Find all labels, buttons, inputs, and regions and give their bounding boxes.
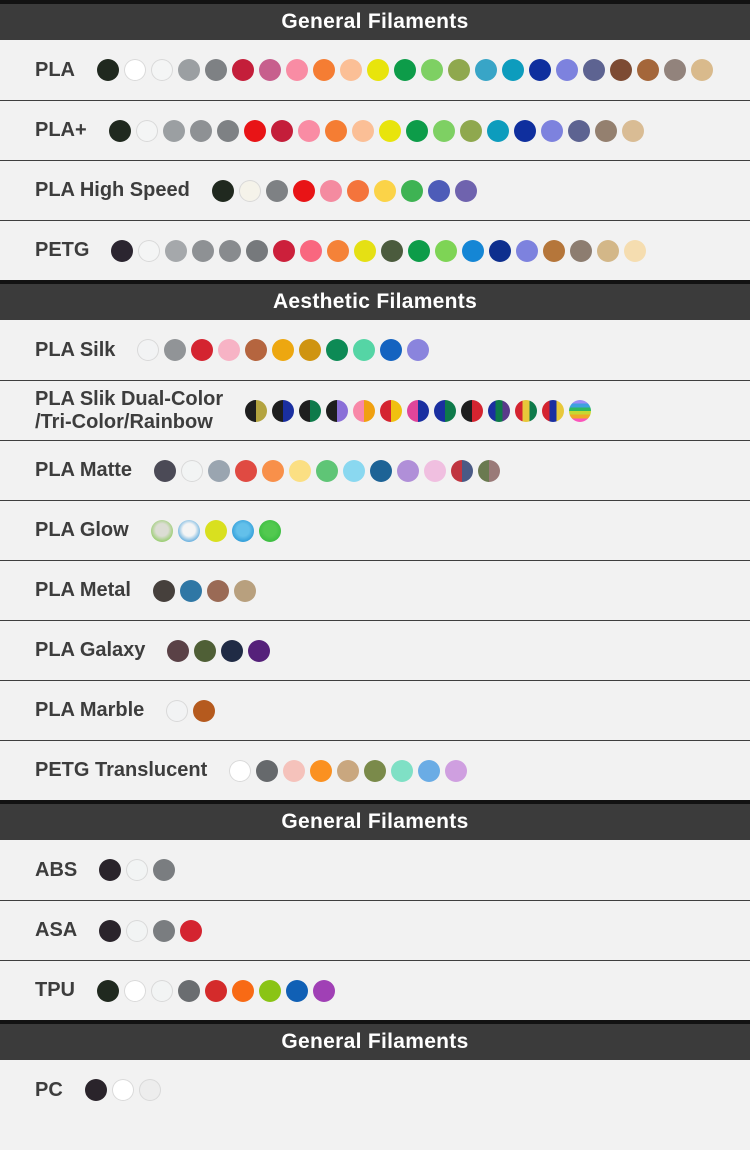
color-swatch — [570, 240, 592, 262]
color-swatch-list — [97, 59, 713, 81]
color-swatch — [259, 59, 281, 81]
color-swatch-list — [212, 180, 477, 202]
color-swatch — [248, 640, 270, 662]
color-swatch — [397, 460, 419, 482]
color-swatch — [164, 339, 186, 361]
filament-name-label: PLA High Speed — [35, 179, 190, 201]
color-swatch — [124, 59, 146, 81]
color-swatch — [136, 120, 158, 142]
color-swatch — [178, 980, 200, 1002]
color-swatch — [286, 980, 308, 1002]
color-swatch — [515, 400, 537, 422]
color-swatch — [434, 400, 456, 422]
filament-name-label: PC — [35, 1078, 63, 1101]
color-swatch — [207, 580, 229, 602]
color-swatch — [235, 460, 257, 482]
color-swatch — [166, 700, 188, 722]
color-swatch — [219, 240, 241, 262]
filament-row — [0, 220, 750, 280]
color-swatch — [273, 240, 295, 262]
filament-name-label: PLA — [35, 58, 75, 81]
filament-name-label: PLA Silk — [35, 338, 116, 361]
color-swatch — [167, 640, 189, 662]
color-swatch-list — [154, 460, 500, 482]
color-swatch — [381, 240, 403, 262]
color-swatch — [232, 980, 254, 1002]
filament-name-label: PLA Galaxy — [35, 639, 146, 661]
color-swatch — [256, 760, 278, 782]
color-swatch — [424, 460, 446, 482]
color-swatch — [407, 400, 429, 422]
color-swatch — [354, 240, 376, 262]
color-swatch — [320, 180, 342, 202]
color-swatch-list — [137, 339, 429, 361]
color-swatch — [232, 59, 254, 81]
filament-row — [0, 960, 750, 1020]
color-swatch — [583, 59, 605, 81]
color-swatch — [178, 59, 200, 81]
color-swatch — [111, 240, 133, 262]
color-swatch — [597, 240, 619, 262]
color-swatch — [217, 120, 239, 142]
color-swatch — [455, 180, 477, 202]
color-swatch — [316, 460, 338, 482]
color-swatch — [239, 180, 261, 202]
color-swatch — [516, 240, 538, 262]
color-swatch — [487, 120, 509, 142]
filament-row — [0, 160, 750, 220]
color-swatch-list — [111, 240, 646, 262]
color-swatch — [367, 59, 389, 81]
color-swatch — [289, 460, 311, 482]
color-swatch — [165, 240, 187, 262]
filament-row — [0, 840, 750, 900]
color-swatch — [401, 180, 423, 202]
color-swatch — [245, 400, 267, 422]
color-swatch — [139, 1079, 161, 1101]
color-swatch — [327, 240, 349, 262]
color-swatch — [326, 339, 348, 361]
filament-row — [0, 900, 750, 960]
color-swatch — [153, 859, 175, 881]
color-swatch — [428, 180, 450, 202]
color-swatch — [193, 700, 215, 722]
color-swatch — [313, 59, 335, 81]
color-swatch — [569, 400, 591, 422]
color-swatch — [313, 980, 335, 1002]
section-header: General Filaments — [0, 800, 750, 840]
color-swatch — [232, 520, 254, 542]
filament-row — [0, 100, 750, 160]
color-swatch — [488, 400, 510, 422]
color-swatch — [394, 59, 416, 81]
color-swatch — [153, 580, 175, 602]
color-swatch — [502, 59, 524, 81]
color-swatch — [245, 339, 267, 361]
color-swatch — [300, 240, 322, 262]
color-swatch — [568, 120, 590, 142]
filament-name-label: PLA Marble — [35, 699, 145, 721]
color-swatch — [191, 339, 213, 361]
color-swatch — [286, 59, 308, 81]
color-swatch-list — [151, 520, 281, 542]
filament-name-label: PLA Matte — [35, 459, 133, 481]
color-swatch — [460, 120, 482, 142]
color-swatch — [262, 460, 284, 482]
color-swatch — [421, 59, 443, 81]
color-swatch — [343, 460, 365, 482]
color-swatch-list — [99, 920, 202, 942]
color-swatch — [97, 59, 119, 81]
color-swatch — [298, 120, 320, 142]
filament-name-label: ASA — [35, 919, 78, 941]
color-swatch — [347, 180, 369, 202]
color-swatch — [154, 460, 176, 482]
color-swatch — [370, 460, 392, 482]
color-swatch — [99, 859, 121, 881]
color-swatch — [138, 240, 160, 262]
color-swatch — [163, 120, 185, 142]
color-swatch — [406, 120, 428, 142]
section-header: General Filaments — [0, 0, 750, 40]
color-swatch — [475, 59, 497, 81]
color-swatch — [126, 859, 148, 881]
color-swatch — [205, 520, 227, 542]
color-swatch — [97, 980, 119, 1002]
color-swatch — [272, 339, 294, 361]
color-swatch — [153, 920, 175, 942]
color-swatch — [271, 120, 293, 142]
color-swatch — [325, 120, 347, 142]
color-swatch — [180, 580, 202, 602]
color-swatch-list — [99, 859, 175, 881]
color-swatch — [244, 120, 266, 142]
color-swatch — [137, 339, 159, 361]
section-header: Aesthetic Filaments — [0, 280, 750, 320]
color-swatch — [380, 400, 402, 422]
filament-row — [0, 380, 750, 440]
color-swatch — [126, 920, 148, 942]
color-swatch — [181, 460, 203, 482]
color-swatch — [340, 59, 362, 81]
filament-name-label: ABS — [35, 858, 78, 881]
color-swatch — [542, 400, 564, 422]
color-swatch — [462, 240, 484, 262]
color-swatch — [208, 460, 230, 482]
color-swatch-list — [109, 120, 644, 142]
color-swatch-list — [229, 760, 467, 782]
color-swatch-list — [97, 980, 335, 1002]
color-swatch — [379, 120, 401, 142]
color-swatch — [451, 460, 473, 482]
color-swatch — [205, 980, 227, 1002]
color-swatch — [151, 980, 173, 1002]
filament-row — [0, 40, 750, 100]
filament-row — [0, 560, 750, 620]
color-swatch — [407, 339, 429, 361]
color-swatch — [543, 240, 565, 262]
color-swatch — [556, 59, 578, 81]
color-swatch — [124, 980, 146, 1002]
color-swatch — [246, 240, 268, 262]
color-swatch-list — [153, 580, 256, 602]
color-swatch — [352, 120, 374, 142]
filament-name-label: PLA+ — [35, 119, 87, 141]
color-swatch — [445, 760, 467, 782]
section-rows — [0, 320, 750, 800]
filament-row — [0, 680, 750, 740]
filament-row — [0, 620, 750, 680]
section-header: General Filaments — [0, 1020, 750, 1060]
color-swatch — [151, 59, 173, 81]
color-swatch-list — [166, 700, 215, 722]
color-swatch — [624, 240, 646, 262]
color-swatch — [364, 760, 386, 782]
filament-row — [0, 320, 750, 380]
color-swatch — [180, 920, 202, 942]
filament-name-label: TPU — [35, 979, 75, 1001]
color-swatch — [461, 400, 483, 422]
color-swatch — [310, 760, 332, 782]
section-rows — [0, 1060, 750, 1120]
color-swatch — [229, 760, 251, 782]
color-swatch — [190, 120, 212, 142]
color-swatch — [433, 120, 455, 142]
color-swatch — [478, 460, 500, 482]
color-swatch — [205, 59, 227, 81]
color-swatch — [259, 980, 281, 1002]
color-swatch — [637, 59, 659, 81]
color-swatch — [435, 240, 457, 262]
color-swatch — [448, 59, 470, 81]
color-swatch — [112, 1079, 134, 1101]
color-swatch — [337, 760, 359, 782]
color-swatch — [595, 120, 617, 142]
color-swatch — [380, 339, 402, 361]
filament-name-label: PLA Metal — [35, 579, 131, 601]
filament-row — [0, 440, 750, 500]
color-swatch — [664, 59, 686, 81]
color-swatch — [418, 760, 440, 782]
color-swatch — [489, 240, 511, 262]
filament-name-label: PETG — [35, 239, 90, 261]
color-swatch — [293, 180, 315, 202]
color-swatch-list — [85, 1079, 161, 1101]
color-swatch — [109, 120, 131, 142]
color-swatch — [622, 120, 644, 142]
color-swatch — [299, 400, 321, 422]
section-rows — [0, 840, 750, 1020]
filament-name-label: PLA Glow — [35, 519, 129, 541]
color-swatch — [259, 520, 281, 542]
color-swatch — [234, 580, 256, 602]
filament-name-label: PLA Slik Dual-Color /Tri-Color/Rainbow — [35, 387, 224, 433]
color-swatch — [691, 59, 713, 81]
color-swatch — [353, 400, 375, 422]
filament-row — [0, 1060, 750, 1120]
color-swatch — [299, 339, 321, 361]
color-swatch — [151, 520, 173, 542]
color-swatch — [283, 760, 305, 782]
color-swatch — [374, 180, 396, 202]
color-swatch — [272, 400, 294, 422]
color-swatch-list — [245, 400, 591, 422]
color-swatch — [212, 180, 234, 202]
color-swatch — [85, 1079, 107, 1101]
color-swatch — [353, 339, 375, 361]
color-swatch — [541, 120, 563, 142]
filament-row — [0, 740, 750, 800]
color-swatch — [221, 640, 243, 662]
color-swatch — [178, 520, 200, 542]
color-swatch — [192, 240, 214, 262]
section-rows — [0, 40, 750, 280]
color-swatch — [266, 180, 288, 202]
color-swatch — [194, 640, 216, 662]
color-swatch — [326, 400, 348, 422]
filament-row — [0, 500, 750, 560]
color-swatch-list — [167, 640, 270, 662]
color-swatch — [391, 760, 413, 782]
color-swatch — [610, 59, 632, 81]
color-swatch — [529, 59, 551, 81]
color-swatch — [514, 120, 536, 142]
filament-name-label: PETG Translucent — [35, 759, 208, 781]
color-swatch — [218, 339, 240, 361]
color-swatch — [408, 240, 430, 262]
color-swatch — [99, 920, 121, 942]
